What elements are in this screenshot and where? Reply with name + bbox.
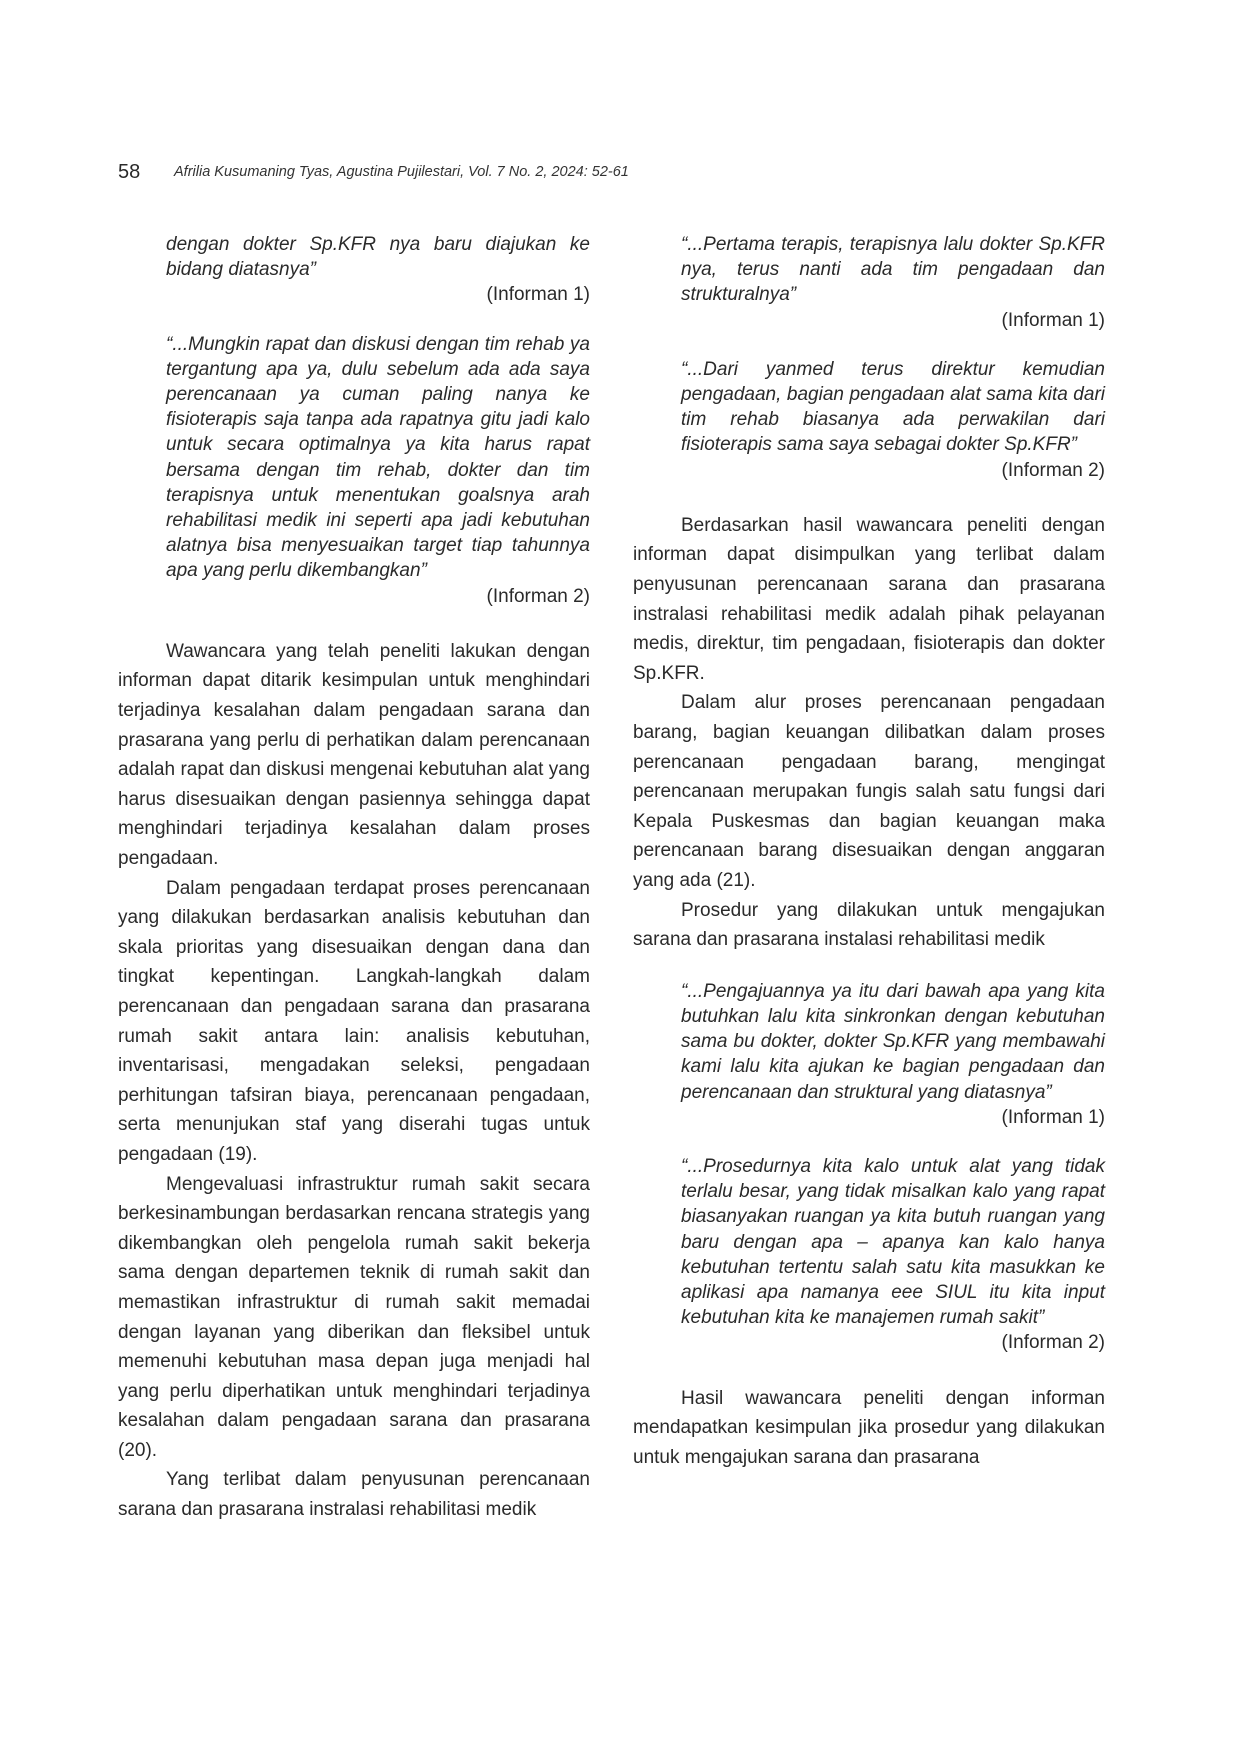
interview-quote: “...Pengajuannya ya itu dari bawah apa yang kita butuhkan lalu kita sinkronkan dengan kebutuhan sama bu dokter, dokter Sp.KFR yang membawahi kami lalu kita ajukan ke bagian pengadaan dan perencanaan dan struktural yang diatasnya” — [681, 980, 1105, 1103]
interview-quote: “...Pertama terapis, terapisnya lalu dokter Sp.KFR nya, terus nanti ada tim pengadaan dan strukturalnya” — [681, 234, 1105, 306]
informant-label: (Informan 1) — [486, 284, 590, 306]
interview-quote: “...Prosedurnya kita kalo untuk alat yang tidak terlalu besar, yang tidak misalkan kalo yang rapat biasanyakan ruangan ya kita butuh ruangan yang baru dengan apa – apanya kan kalo hanya kebutuhan tertentu salah satu kita masukkan ke aplikasi apa namanya eee SIUL itu kita input kebutuhan kita ke manajemen rumah sakit” — [681, 1155, 1105, 1329]
left-column — [118, 232, 590, 1525]
interview-quote: “...Mungkin rapat dan diskusi dengan tim rehab ya tergantung apa ya, dulu sebelum ada ada saya perencanaan ya cuman paling nanya ke fisioterapis saja tanpa ada rapatnya gitu jadi kalo untuk secara optimalnya ya kita harus rapat bersama dengan tim rehab, dokter dan tim terapisnya untuk menentukan goalsnya arah rehabilitasi medik ini seperti apa jadi kebutuhan alatnya bisa menyesuaikan target tiap tahunnya apa yang perlu dikembangkan” — [166, 333, 590, 582]
informant-label: (Informan 1) — [1001, 1106, 1105, 1128]
body-paragraph: Mengevaluasi infrastruktur rumah sakit secara berkesinambungan berdasarkan rencana strategis yang dikembangkan oleh pengelola rumah sakit bekerja sama dengan departemen teknik di rumah sakit dan memastikan infrastruktur di rumah sakit memadai dengan layanan yang diberikan dan fleksibel untuk memenuhi kebutuhan masa depan juga menjadi hal yang perlu diperhatikan untuk menghindari terjadinya kesalahan dalam pengadaan sarana dan prasarana (20). — [118, 1173, 590, 1461]
running-head: Afrilia Kusumaning Tyas, Agustina Pujilestari, Vol. 7 No. 2, 2024: 52-61 — [174, 164, 629, 180]
body-paragraph: Berdasarkan hasil wawancara peneliti dengan informan dapat disimpulkan yang terlibat dalam penyusunan perencanaan sarana dan prasarana instralasi rehabilitasi medik adalah pihak pelayanan medis, direktur, tim pengadaan, fisioterapis dan dokter Sp.KFR. — [633, 514, 1105, 684]
interview-quote: dengan dokter Sp.KFR nya baru diajukan ke bidang diatasnya” — [166, 234, 590, 281]
informant-label: (Informan 1) — [1001, 309, 1105, 331]
body-paragraph: Yang terlibat dalam penyusunan perencanaan sarana dan prasarana instralasi rehabilitasi medik — [118, 1469, 590, 1521]
informant-label: (Informan 2) — [486, 585, 590, 607]
page-number: 58 — [118, 161, 141, 183]
body-paragraph: Dalam alur proses perencanaan pengadaan barang, bagian keuangan dilibatkan dalam proses perencanaan pengadaan barang, mengingat perencanaan merupakan fungis salah satu fungsi dari Kepala Puskesmas dan bagian keuangan maka perencanaan barang disesuaikan dengan anggaran yang ada (21). — [633, 692, 1105, 891]
body-paragraph: Wawancara yang telah peneliti lakukan dengan informan dapat ditarik kesimpulan untuk menghindari terjadinya kesalahan dalam pengadaan sarana dan prasarana yang perlu di perhatikan dalam perencanaan adalah rapat dan diskusi mengenai kebutuhan alat yang harus disesuaikan dengan pasiennya sehingga dapat menghindari terjadinya kesalahan dalam proses pengadaan. — [118, 640, 590, 869]
informant-label: (Informan 2) — [1001, 1332, 1105, 1354]
right-column — [633, 232, 1105, 1472]
informant-label: (Informan 2) — [1001, 459, 1105, 481]
body-paragraph: Dalam pengadaan terdapat proses perencanaan yang dilakukan berdasarkan analisis kebutuhan dan skala prioritas yang disesuaikan dengan dana dan tingkat kepentingan. Langkah-langkah dalam perencanaan dan pengadaan sarana dan prasarana rumah sakit antara lain: analisis kebutuhan, inventarisasi, mengadakan seleksi, pengadaan perhitungan tafsiran biaya, perencanaan pengadaan, serta menunjukan staf yang diserahi tugas untuk pengadaan (19). — [118, 877, 590, 1165]
body-paragraph: Hasil wawancara peneliti dengan informan mendapatkan kesimpulan jika prosedur yang dilakukan untuk mengajukan sarana dan prasarana — [633, 1387, 1105, 1468]
interview-quote: “...Dari yanmed terus direktur kemudian pengadaan, bagian pengadaan alat sama kita dari tim rehab biasanya ada perwakilan dari fisioterapis sama saya sebagai dokter Sp.KFR” — [681, 358, 1105, 456]
body-paragraph: Prosedur yang dilakukan untuk mengajukan sarana dan prasarana instalasi rehabilitasi medik — [633, 899, 1105, 951]
